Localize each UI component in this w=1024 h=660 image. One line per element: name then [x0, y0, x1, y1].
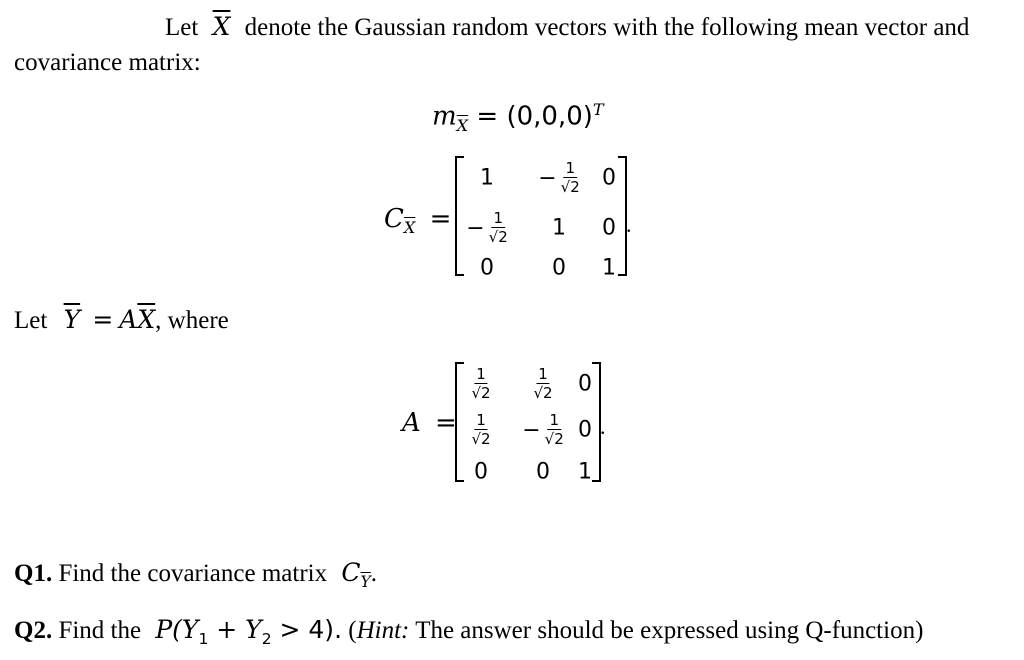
q1-text: Find the covariance matrix: [58, 560, 328, 587]
a-cell-r3c2: 0: [536, 459, 550, 485]
minus-sign: −: [466, 215, 485, 241]
q2-hint-word: Hint:: [356, 617, 410, 644]
fraction-denominator: √2: [533, 384, 553, 402]
q2-hint-open: (: [348, 617, 357, 644]
fraction-numerator: 1: [549, 411, 559, 429]
fraction-denominator: √2: [471, 384, 491, 402]
mean-symbol: m: [432, 101, 457, 132]
a-cell-r2c2: [522, 413, 564, 447]
fraction-numerator: 1: [538, 365, 548, 383]
fraction: [489, 211, 508, 245]
fraction: [471, 367, 490, 401]
fraction: [561, 161, 580, 195]
mean-subscript: X: [456, 115, 469, 135]
cov-cell-r1c3: 0: [602, 165, 616, 191]
mean-rhs: = (0,0,0): [476, 101, 593, 132]
cov-symbol: C: [384, 204, 404, 234]
cov-equals: =: [429, 204, 452, 234]
a-equals: =: [435, 408, 457, 438]
q2-sub-2: 2: [261, 630, 272, 648]
cov-cell-r2c1: [466, 211, 508, 245]
a-cell-r3c1: 0: [474, 459, 488, 485]
let-y-where: , where: [155, 307, 229, 334]
q2-label: Q2.: [14, 617, 53, 644]
cov-trailing-period: .: [626, 212, 632, 237]
let-y-var-y: $\overline{Y}$: [63, 305, 81, 334]
fraction-numerator: 1: [565, 159, 575, 177]
intro-line-2: covariance matrix:: [14, 49, 201, 76]
cov-cell-r2c3: 0: [602, 215, 616, 241]
let-y-equals: =: [92, 305, 114, 334]
question-1: [14, 558, 377, 597]
cov-cell-r3c3: 1: [602, 255, 616, 281]
a-cell-r1c1: [471, 367, 490, 401]
minus-sign: −: [522, 417, 541, 443]
cov-cell-r3c2: 0: [552, 255, 566, 281]
fraction-numerator: 1: [476, 411, 486, 429]
mean-equation: [432, 100, 604, 135]
let-y-a: A: [119, 305, 138, 334]
q2-expr-p: P(Y: [155, 615, 199, 644]
a-symbol: A: [402, 408, 421, 438]
q2-expr-plus: + Y: [208, 615, 262, 644]
let-y-x: $\overline{X}$: [137, 305, 156, 334]
intro-var-x: $\overline{X}$: [212, 12, 231, 41]
a-cell-r3c3: 1: [578, 459, 592, 485]
fraction: [545, 413, 564, 447]
cov-cell-r3c1: 0: [480, 255, 494, 281]
q2-text: Find the: [58, 617, 142, 644]
a-cell-r1c3: 0: [578, 371, 592, 397]
a-cell-r2c3: 0: [578, 417, 592, 443]
question-2: [14, 615, 923, 654]
a-lhs: [402, 408, 457, 438]
q2-expression: [155, 615, 343, 648]
fraction-denominator: √2: [544, 430, 564, 448]
intro-let: Let: [165, 14, 199, 41]
let-y-let: Let: [14, 307, 48, 334]
cov-cell-r2c2: 1: [552, 215, 566, 241]
fraction-denominator: √2: [488, 228, 508, 246]
fraction-numerator: 1: [493, 209, 503, 227]
intro-rest: denote the Gaussian random vectors with the following mean vector and: [244, 14, 970, 41]
q2-expr-rest: > 4).: [271, 615, 343, 644]
q2-sub-1: 1: [198, 630, 209, 648]
fraction: [471, 413, 490, 447]
q1-subscript: Y: [360, 573, 371, 591]
intro-line-1: [165, 12, 969, 43]
cov-cell-r1c1: 1: [480, 165, 494, 191]
a-cell-r2c1: [471, 413, 490, 447]
cov-subscript: X: [403, 218, 416, 238]
covariance-matrix: [455, 156, 627, 281]
a-matrix: [455, 362, 601, 485]
q1-c-symbol: C: [341, 558, 361, 587]
minus-sign: −: [538, 165, 557, 191]
cov-lhs: [384, 204, 451, 237]
a-cell-r1c2: [533, 367, 552, 401]
fraction-denominator: √2: [560, 178, 580, 196]
fraction-denominator: √2: [471, 430, 491, 448]
fraction: [533, 367, 552, 401]
fraction-numerator: 1: [476, 365, 486, 383]
q2-hint-text: The answer should be expressed using Q-function): [415, 617, 924, 644]
a-trailing-period: .: [600, 414, 606, 439]
q1-end: .: [370, 560, 377, 587]
let-y-line: [14, 305, 229, 336]
mean-transpose: T: [592, 100, 604, 119]
cov-cell-r1c2: [538, 161, 580, 195]
q1-label: Q1.: [14, 560, 53, 587]
